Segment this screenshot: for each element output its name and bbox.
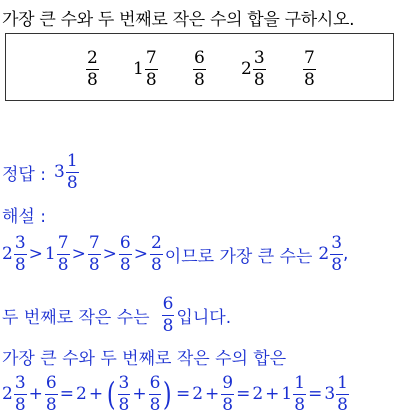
explanation-line-2: 두 번째로 작은 수는 $\frac{6}{8}$ 입니다. bbox=[2, 293, 232, 336]
term: $\frac{7}{8}$ bbox=[88, 232, 100, 275]
explanation-line-3: 가장 큰 수와 두 번째로 작은 수의 합은 bbox=[2, 348, 287, 369]
answer-value: 3 $\frac{1}{8}$ bbox=[53, 150, 78, 193]
explanation-label: 해설 : bbox=[2, 206, 46, 227]
number-item: $\frac{7}{8}$ bbox=[304, 47, 315, 90]
numbers-list bbox=[6, 47, 393, 91]
answer-line bbox=[2, 150, 79, 194]
number-item: $\frac{2}{8}$ bbox=[87, 47, 98, 90]
answer-label: 정답 : bbox=[2, 164, 46, 185]
number-item: 1 $\frac{7}{8}$ bbox=[133, 47, 157, 90]
explanation-line-4: 2 $\frac{3}{8}$ + $\frac{6}{8}$ = 2 + ( $\frac{3}{8}$ + $\frac{6}{8}$ ) = 2 + $\frac{9}{8}$ = 2 + 1 $\frac{1}{8}$ = 3 $\frac{1}{8}$ bbox=[2, 372, 348, 415]
term: 2 $\frac{3}{8}$ bbox=[2, 232, 26, 275]
explanation-line-1: 2 $\frac{3}{8}$ > 1 $\frac{7}{8}$ > $\frac{7}{8}$ > $\frac{6}{8}$ > $\frac{2}{8}$ 이므로 가장 큰 수는 2 $\frac{3}{8}$ , bbox=[2, 232, 349, 275]
term: $\frac{6}{8}$ bbox=[119, 232, 131, 275]
line1-text: 이므로 가장 큰 수는 bbox=[164, 246, 313, 267]
line1-result: 2 $\frac{3}{8}$ bbox=[318, 232, 343, 275]
number-item: $\frac{6}{8}$ bbox=[194, 47, 205, 90]
term: $\frac{2}{8}$ bbox=[150, 232, 162, 275]
numbers-box bbox=[5, 33, 394, 101]
question-text: 가장 큰 수와 두 번째로 작은 수의 합을 구하시오. bbox=[2, 10, 355, 30]
term: 1 $\frac{7}{8}$ bbox=[44, 232, 69, 275]
line2-value: $\frac{6}{8}$ bbox=[162, 293, 174, 336]
number-item: 2 $\frac{3}{8}$ bbox=[241, 47, 265, 90]
